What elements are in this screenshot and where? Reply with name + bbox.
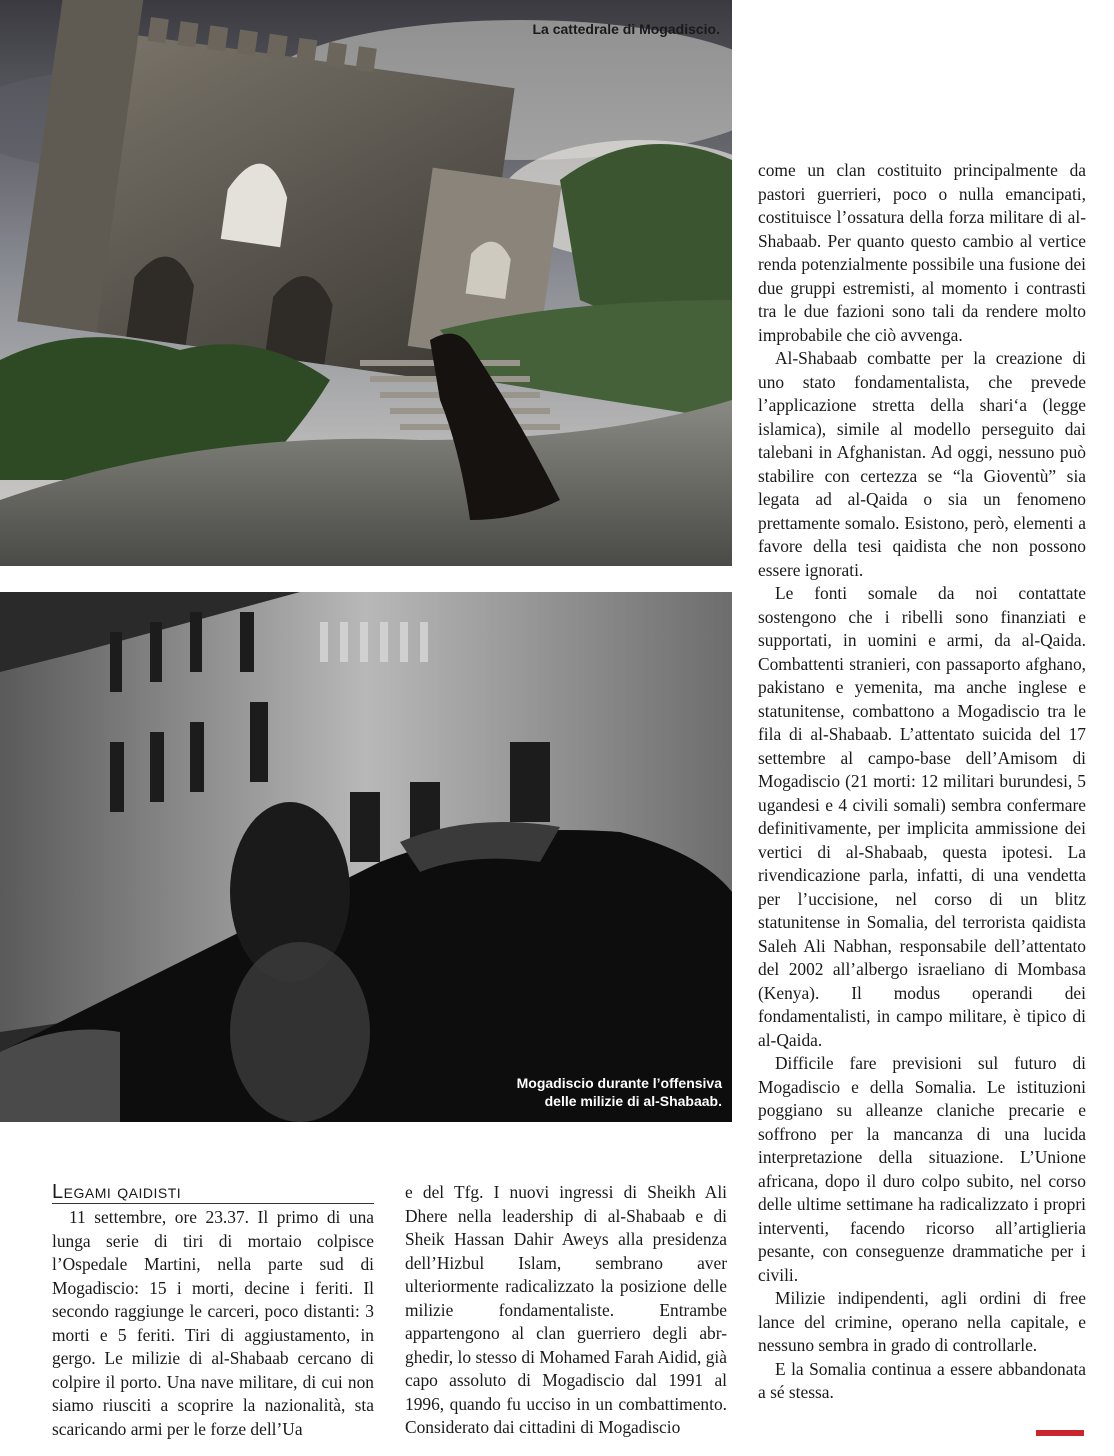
section-heading: Legami qaidisti: [52, 1181, 182, 1203]
paragraph: E la Somalia continua a essere abbandonata a sé stessa.: [758, 1358, 1086, 1402]
paragraph: e del Tfg. I nuovi ingressi di Sheikh Ali Dhere nella leadership di al-Shabaab e di Sheik Hassan Dahir Aweys alla presidenza dell’Hizbul Islam, sembrano aver ulteriormente radicalizzato la posizione delle milizie fondamentaliste. Entrambe appartengono al clan guerriero degli abr-ghedir, lo stesso di Mohamed Farah Aidid, già capo assoluto di Mogadiscio dal 1991 al 1996, quando fu ucciso in un combattimento. Considerato dai cittadini di Mogadiscio: [405, 1182, 727, 1437]
text-column-middle: [405, 1181, 727, 1440]
text-column-right: [758, 159, 1086, 1405]
heading-rule: [52, 1203, 374, 1204]
paragraph: Difficile fare previsioni sul futuro di Mogadiscio e della Somalia. Le istituzioni poggiano su alleanze claniche precarie e soffrono per la mancanza di una lucida interpretazione della situazione. L’Unione africana, dopo il duro colpo subito, nel corso delle ultime settimane ha radicalizzato i propri interventi, facendo ricorso all’artiglieria pesante, con conseguenze drammatiche per i civili.: [758, 1053, 1086, 1285]
paragraph: Le fonti somale da noi contattate sostengono che i ribelli sono finanziati e supportati, in uomini e armi, da al-Qaida. Combattenti stranieri, con passaporto afghano, pakistano e yemenita, ma anche inglese e statunitense, combattono a Mogadiscio tra le fila di al-Shabaab. L’attentato suicida del 17 settembre al campo-base dell’Amisom di Mogadiscio (21 morti: 12 militari burundesi, 5 ugandesi e 4 civili somali) sembra confermare definitivamente, per implicita ammissione dei vertici di al-Shabaab, questa ipotesi. La rivendicazione parla, infatti, di una vendetta per l’uccisione, nel corso di un blitz statunitense in Somalia, del terrorista qaidista Saleh Ali Nabhan, responsabile dell’attentato del 2002 all’albergo israeliano di Mombasa (Kenya). Il modus operandi dei fondamentalisti, in campo militare, è tipico di al-Qaida.: [758, 583, 1086, 1050]
caption-line-2: delle milizie di al-Shabaab.: [544, 1093, 722, 1109]
street-photo: [0, 592, 732, 1122]
article-end-mark: [1036, 1430, 1084, 1436]
photo-caption-bottom: [420, 1074, 722, 1110]
caption-line-1: Mogadiscio durante l’offensiva: [516, 1075, 722, 1091]
photo-caption-top: La cattedrale di Mogadiscio.: [532, 21, 720, 37]
paragraph: 11 settembre, ore 23.37. Il primo di una lunga serie di tiri di mortaio colpisce l’Ospedale Martini, nella parte sud di Mogadiscio: 15 i morti, decine i feriti. Il secondo raggiunge le carceri, poco distanti: 3 morti e 5 feriti. Tiri di aggiustamento, in gergo. Le milizie di al-Shabaab cercano di colpire il porto. Una nave militare, di cui non siamo riusciti a scoprire la nazionalità, sta scaricando armi per le forze dell’Ua: [52, 1207, 374, 1439]
paragraph: Al-Shabaab combatte per la creazione di uno stato fondamentalista, che prevede l’applicazione stretta della shari‘a (legge islamica), simile al modello perseguito dai talebani in Afghanistan. Ad oggi, nessuno può stabilire con certezza se “la Gioventù” sia legata ad al-Qaida o sia un fenomeno prettamente somalo. Esistono, però, elementi a favore della tesi qaidista che non possono essere ignorati.: [758, 348, 1086, 580]
cathedral-photo: [0, 0, 732, 566]
paragraph: come un clan costituito principalmente da pastori guerrieri, poco o nulla emancipati, costituisce l’ossatura della forza militare di al-Shabaab. Per quanto questo cambio al vertice renda potenzialmente possibile una fusione dei due gruppi estremisti, al momento i contrasti tra le due fazioni sono tali da rendere molto improbabile che ciò avvenga.: [758, 160, 1086, 345]
text-column-left: [52, 1180, 374, 1441]
paragraph: Milizie indipendenti, agli ordini di free lance del crimine, operano nella capitale, e nessuno sembra in grado di controllarle.: [758, 1288, 1086, 1355]
